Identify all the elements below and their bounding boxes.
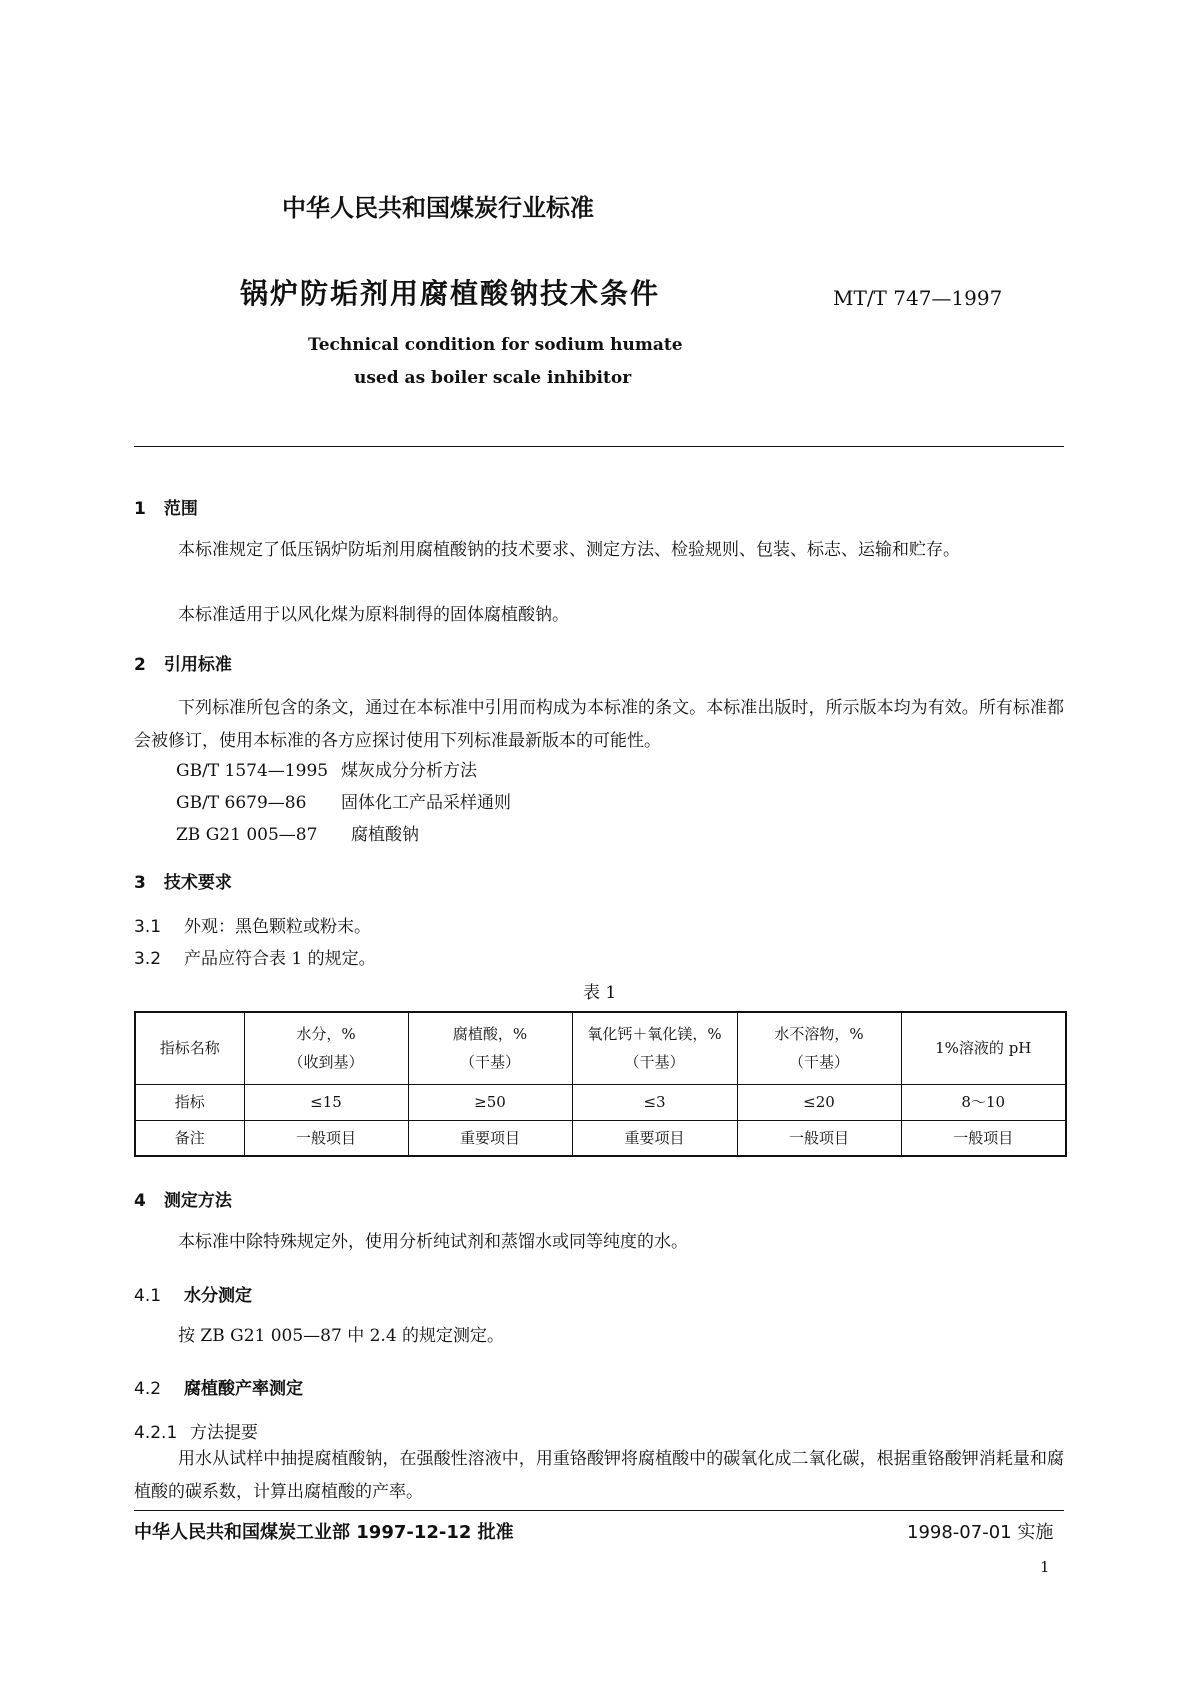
table-cell: ≤15 — [244, 1084, 408, 1120]
table-cell: ≥50 — [408, 1084, 572, 1120]
table-cell: 一般项目 — [244, 1120, 408, 1156]
footer-rule — [134, 1510, 1064, 1511]
clause-4-2-1-heading — [134, 1418, 258, 1443]
table-row-label: 指标 — [135, 1084, 244, 1120]
reference-item — [176, 820, 419, 845]
clause-4-1-number: 4.1 — [134, 1286, 162, 1306]
section-1-paragraph-1: 本标准规定了低压锅炉防垢剂用腐植酸钠的技术要求、测定方法、检验规则、包装、标志、运输和贮存。 — [178, 540, 960, 560]
clause-3-1-text: 外观：黑色颗粒或粉末。 — [184, 917, 371, 937]
clause-3-2-number: 3.2 — [134, 949, 162, 969]
org-title: 中华人民共和国煤炭行业标准 — [282, 194, 594, 222]
document-title: 锅炉防垢剂用腐植酸钠技术条件 — [240, 277, 661, 310]
table-1 — [134, 1011, 1067, 1157]
table-caption: 表 1 — [583, 983, 617, 1003]
clause-3-1-number: 3.1 — [134, 917, 162, 937]
reference-name: 固体化工产品采样通则 — [341, 793, 511, 813]
section-3-title: 技术要求 — [163, 873, 232, 893]
standard-number: MT/T 747—1997 — [833, 286, 1003, 310]
table-header-label: 指标名称 — [135, 1012, 244, 1084]
header-rule — [134, 446, 1064, 447]
clause-4-2-1-text: 用水从试样中抽提腐植酸钠，在强酸性溶液中，用重铬酸钾将腐植酸中的碳氧化成二氧化碳，根据重铬酸钾消耗量和腐植酸的碳系数，计算出腐植酸的产率。 — [134, 1449, 1064, 1502]
table-header-row — [135, 1012, 1066, 1084]
table-header-cell: 腐植酸，% （干基） — [408, 1012, 572, 1084]
table-row-label: 备注 — [135, 1120, 244, 1156]
effective-date: 1998-07-01 实施 — [907, 1522, 1054, 1543]
english-title-line-1: Technical condition for sodium humate — [308, 335, 683, 355]
section-2-title: 引用标准 — [163, 655, 232, 675]
section-3-number: 3 — [134, 873, 146, 893]
clause-4-1-text: 按 ZB G21 005—87 中 2.4 的规定测定。 — [178, 1326, 505, 1346]
clause-4-2-number: 4.2 — [134, 1379, 162, 1399]
clause-4-1-heading — [134, 1281, 252, 1306]
clause-4-1-title: 水分测定 — [184, 1286, 252, 1306]
section-2-paragraph-1: 下列标准所包含的条文，通过在本标准中引用而构成为本标准的条文。本标准出版时，所示版本均为有效。所有标准都会被修订，使用本标准的各方应探讨使用下列标准最新版本的可能性。 — [134, 698, 1064, 751]
english-title-line-2: used as boiler scale inhibitor — [354, 368, 632, 388]
section-1-paragraph-2: 本标准适用于以风化煤为原料制得的固体腐植酸钠。 — [178, 605, 569, 625]
reference-code: ZB G21 005—87 — [176, 825, 318, 845]
reference-name: 煤灰成分分析方法 — [341, 761, 477, 781]
section-4-title: 测定方法 — [163, 1191, 232, 1211]
section-2-number: 2 — [134, 655, 146, 675]
clause-4-2-1-number: 4.2.1 — [134, 1423, 178, 1443]
table-header-cell: 氧化钙＋氧化镁，% （干基） — [572, 1012, 737, 1084]
table-cell: 重要项目 — [572, 1120, 737, 1156]
clause-3-1 — [134, 912, 371, 937]
section-1-number: 1 — [134, 499, 146, 519]
clause-4-2-1-title: 方法提要 — [190, 1423, 258, 1443]
reference-item — [176, 788, 511, 813]
section-4-heading — [134, 1186, 232, 1211]
clause-4-2-title: 腐植酸产率测定 — [184, 1379, 303, 1399]
table-cell: ≤3 — [572, 1084, 737, 1120]
clause-3-2 — [134, 944, 376, 969]
table-cell: 一般项目 — [737, 1120, 901, 1156]
reference-code: GB/T 1574—1995 — [176, 761, 329, 781]
clause-3-2-text: 产品应符合表 1 的规定。 — [184, 949, 376, 969]
section-1-heading — [134, 494, 198, 519]
table-cell: ≤20 — [737, 1084, 901, 1120]
section-4-number: 4 — [134, 1191, 146, 1211]
clause-4-2-heading — [134, 1374, 303, 1399]
table-cell: 一般项目 — [901, 1120, 1066, 1156]
table-row — [135, 1120, 1066, 1156]
section-1-title: 范围 — [163, 499, 198, 519]
reference-item — [176, 756, 477, 781]
page-number: 1 — [1040, 1558, 1050, 1576]
table-header-cell: 1%溶液的 pH — [901, 1012, 1066, 1084]
section-2-heading — [134, 650, 232, 675]
table-header-cell: 水不溶物，% （干基） — [737, 1012, 901, 1084]
table-cell: 8～10 — [901, 1084, 1066, 1120]
section-4-paragraph-1: 本标准中除特殊规定外，使用分析纯试剂和蒸馏水或同等纯度的水。 — [178, 1232, 688, 1252]
table-row — [135, 1084, 1066, 1120]
reference-code: GB/T 6679—86 — [176, 793, 307, 813]
reference-name: 腐植酸钠 — [351, 825, 419, 845]
section-3-heading — [134, 868, 232, 893]
approval-line: 中华人民共和国煤炭工业部 1997-12-12 批准 — [134, 1522, 514, 1543]
table-header-cell: 水分，% （收到基） — [244, 1012, 408, 1084]
table-cell: 重要项目 — [408, 1120, 572, 1156]
